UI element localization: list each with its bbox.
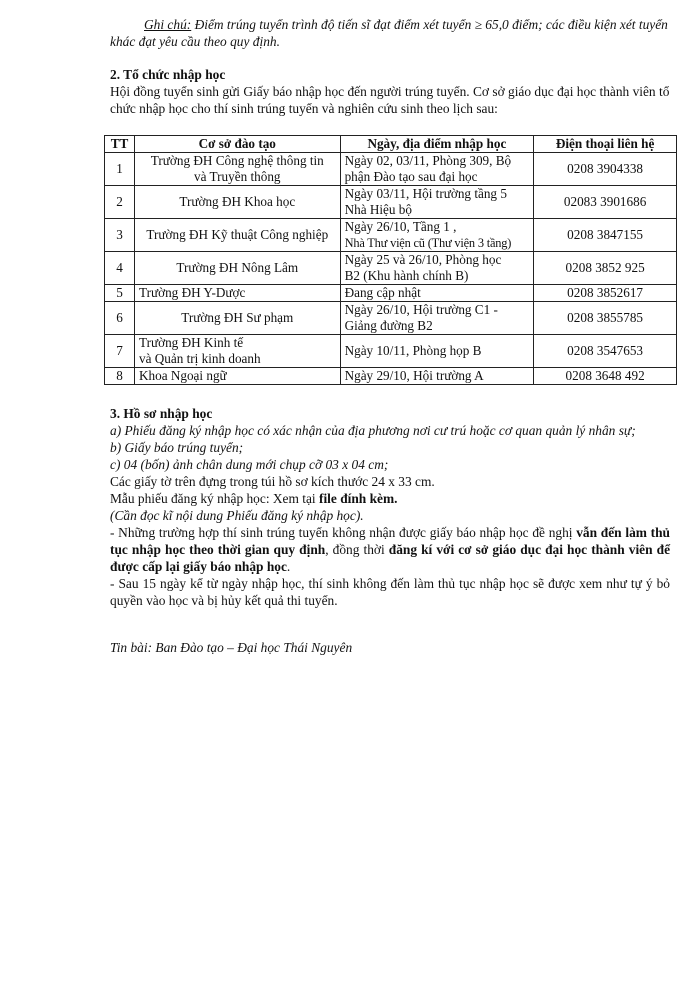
row-date-place: Ngày 10/11, Phòng họp B [340, 335, 534, 368]
row-school [134, 335, 340, 368]
header-school: Cơ sở đào tạo [134, 136, 340, 153]
school-line-1: Trường ĐH Kinh tế [138, 335, 244, 350]
row-tt: 1 [105, 153, 135, 186]
row-date-place [340, 302, 534, 335]
row-school: Trường ĐH Khoa học [134, 186, 340, 219]
doc-item-c: c) 04 (bốn) ảnh chân dung mới chụp cỡ 03 x 04 cm; [110, 457, 389, 472]
row-tt: 4 [105, 252, 135, 285]
table-row [105, 335, 677, 368]
section2-intro: Hội đồng tuyển sinh gửi Giấy báo nhập học đến người trúng tuyển. Cơ sở giáo dục đại học thành viên tổ chức nhập học cho thí sinh trúng tuyển và nghiên cứu sinh theo lịch sau: [110, 84, 670, 116]
row-date-place [340, 252, 534, 285]
table-row [105, 219, 677, 252]
table-header-row [105, 136, 677, 153]
section3 [110, 405, 670, 609]
row-tt: 2 [105, 186, 135, 219]
row-school: Trường ĐH Nông Lâm [134, 252, 340, 285]
row-phone: 0208 3904338 [534, 153, 677, 186]
attached-file-link[interactable]: file đính kèm. [319, 491, 398, 506]
section2-heading: 2. Tổ chức nhập học [110, 67, 226, 82]
school-line-2: và Quản trị kinh doanh [138, 351, 261, 366]
row-phone: 0208 3847155 [534, 219, 677, 252]
row-school: Trường ĐH Y-Dược [134, 285, 340, 302]
place-line-1: Ngày 03/11, Hội trường tầng 5 [344, 186, 507, 201]
header-tt: TT [105, 136, 135, 153]
school-line-1: Trường ĐH Công nghệ thông tin [150, 153, 324, 168]
para-no-letter [110, 524, 670, 575]
header-date-place: Ngày, địa điểm nhập học [340, 136, 534, 153]
source-credit: Tin bài: Ban Đào tạo – Đại học Thái Nguyên [110, 640, 353, 655]
row-school: Khoa Ngoại ngữ [134, 368, 340, 385]
enrollment-schedule-table [104, 135, 677, 385]
row-tt: 6 [105, 302, 135, 335]
row-phone: 0208 3852 925 [534, 252, 677, 285]
place-line-1: Ngày 02, 03/11, Phòng 309, Bộ [344, 153, 512, 168]
row-tt: 3 [105, 219, 135, 252]
row-date-place [340, 186, 534, 219]
envelope-note: Các giấy tờ trên đựng trong túi hồ sơ kích thước 24 x 33 cm. [110, 474, 435, 489]
table-row [105, 302, 677, 335]
table-row [105, 252, 677, 285]
place-line-2: Giảng đường B2 [344, 318, 433, 333]
school-line-2: và Truyền thông [194, 169, 281, 184]
row-date-place: Đang cập nhật [340, 285, 534, 302]
note-text: Điểm trúng tuyển trình độ tiến sĩ đạt điểm xét tuyển ≥ 65,0 điểm; các điều kiện xét tuyển khác đạt yêu cầu theo quy định. [110, 17, 668, 49]
row-phone: 0208 3852617 [534, 285, 677, 302]
admission-note [110, 16, 670, 50]
para-late-enrollment: - Sau 15 ngày kể từ ngày nhập học, thí sinh không đến làm thủ tục nhập học sẽ được xem như tự ý bỏ quyền vào học và bị hủy kết quả thi tuyển. [110, 576, 670, 608]
row-school: Trường ĐH Sư phạm [134, 302, 340, 335]
section3-heading: 3. Hồ sơ nhập học [110, 406, 213, 421]
form-line [110, 490, 670, 507]
doc-item-b: b) Giấy báo trúng tuyển; [110, 440, 244, 455]
document-page [110, 16, 670, 656]
para1-text-c: , đồng thời [325, 542, 389, 557]
note-label: Ghi chú: [144, 17, 192, 32]
row-school [134, 153, 340, 186]
row-date-place [340, 219, 534, 252]
place-line-1: Ngày 25 và 26/10, Phòng học [344, 252, 502, 267]
row-phone: 0208 3547653 [534, 335, 677, 368]
doc-item-a: a) Phiếu đăng ký nhập học có xác nhận của địa phương nơi cư trú hoặc cơ quan quản lý nhân sự; [110, 423, 636, 438]
table-row [105, 153, 677, 186]
row-tt: 5 [105, 285, 135, 302]
para1-text-e: . [286, 559, 291, 574]
row-school: Trường ĐH Kỹ thuật Công nghiệp [134, 219, 340, 252]
form-prefix: Mẫu phiếu đăng ký nhập học: Xem tại [110, 491, 319, 506]
para1-bold-d: đăng kí với cơ sở giáo dục đại học thành viên để được cấp lại giấy báo nhập học [110, 542, 671, 574]
row-phone: 0208 3855785 [534, 302, 677, 335]
place-line-2: B2 (Khu hành chính B) [344, 268, 469, 283]
row-date-place [340, 153, 534, 186]
table-row [105, 186, 677, 219]
table-row [105, 368, 677, 385]
row-phone: 02083 3901686 [534, 186, 677, 219]
place-line-2: Nhà Hiệu bộ [344, 202, 412, 217]
row-tt: 7 [105, 335, 135, 368]
place-line-2: Nhà Thư viện cũ (Thư viện 3 tầng) [344, 236, 512, 250]
row-date-place: Ngày 29/10, Hội trường A [340, 368, 534, 385]
place-line-2: phận Đào tạo sau đại học [344, 169, 478, 184]
place-line-1: Ngày 26/10, Hội trường C1 - [344, 302, 498, 317]
place-line-1: Ngày 26/10, Tầng 1 , [344, 219, 457, 234]
para1-text-a: - Những trường hợp thí sinh trúng tuyển không nhận được giấy báo nhập học đề nghị [110, 525, 577, 540]
para1-bold-b: vẫn đến làm thủ tục nhập học theo thời gian quy định [110, 525, 670, 557]
row-tt: 8 [105, 368, 135, 385]
header-phone: Điện thoại liên hệ [534, 136, 677, 153]
row-phone: 0208 3648 492 [534, 368, 677, 385]
read-note: (Cần đọc kĩ nội dung Phiếu đăng ký nhập học). [110, 508, 364, 523]
table-row [105, 285, 677, 302]
